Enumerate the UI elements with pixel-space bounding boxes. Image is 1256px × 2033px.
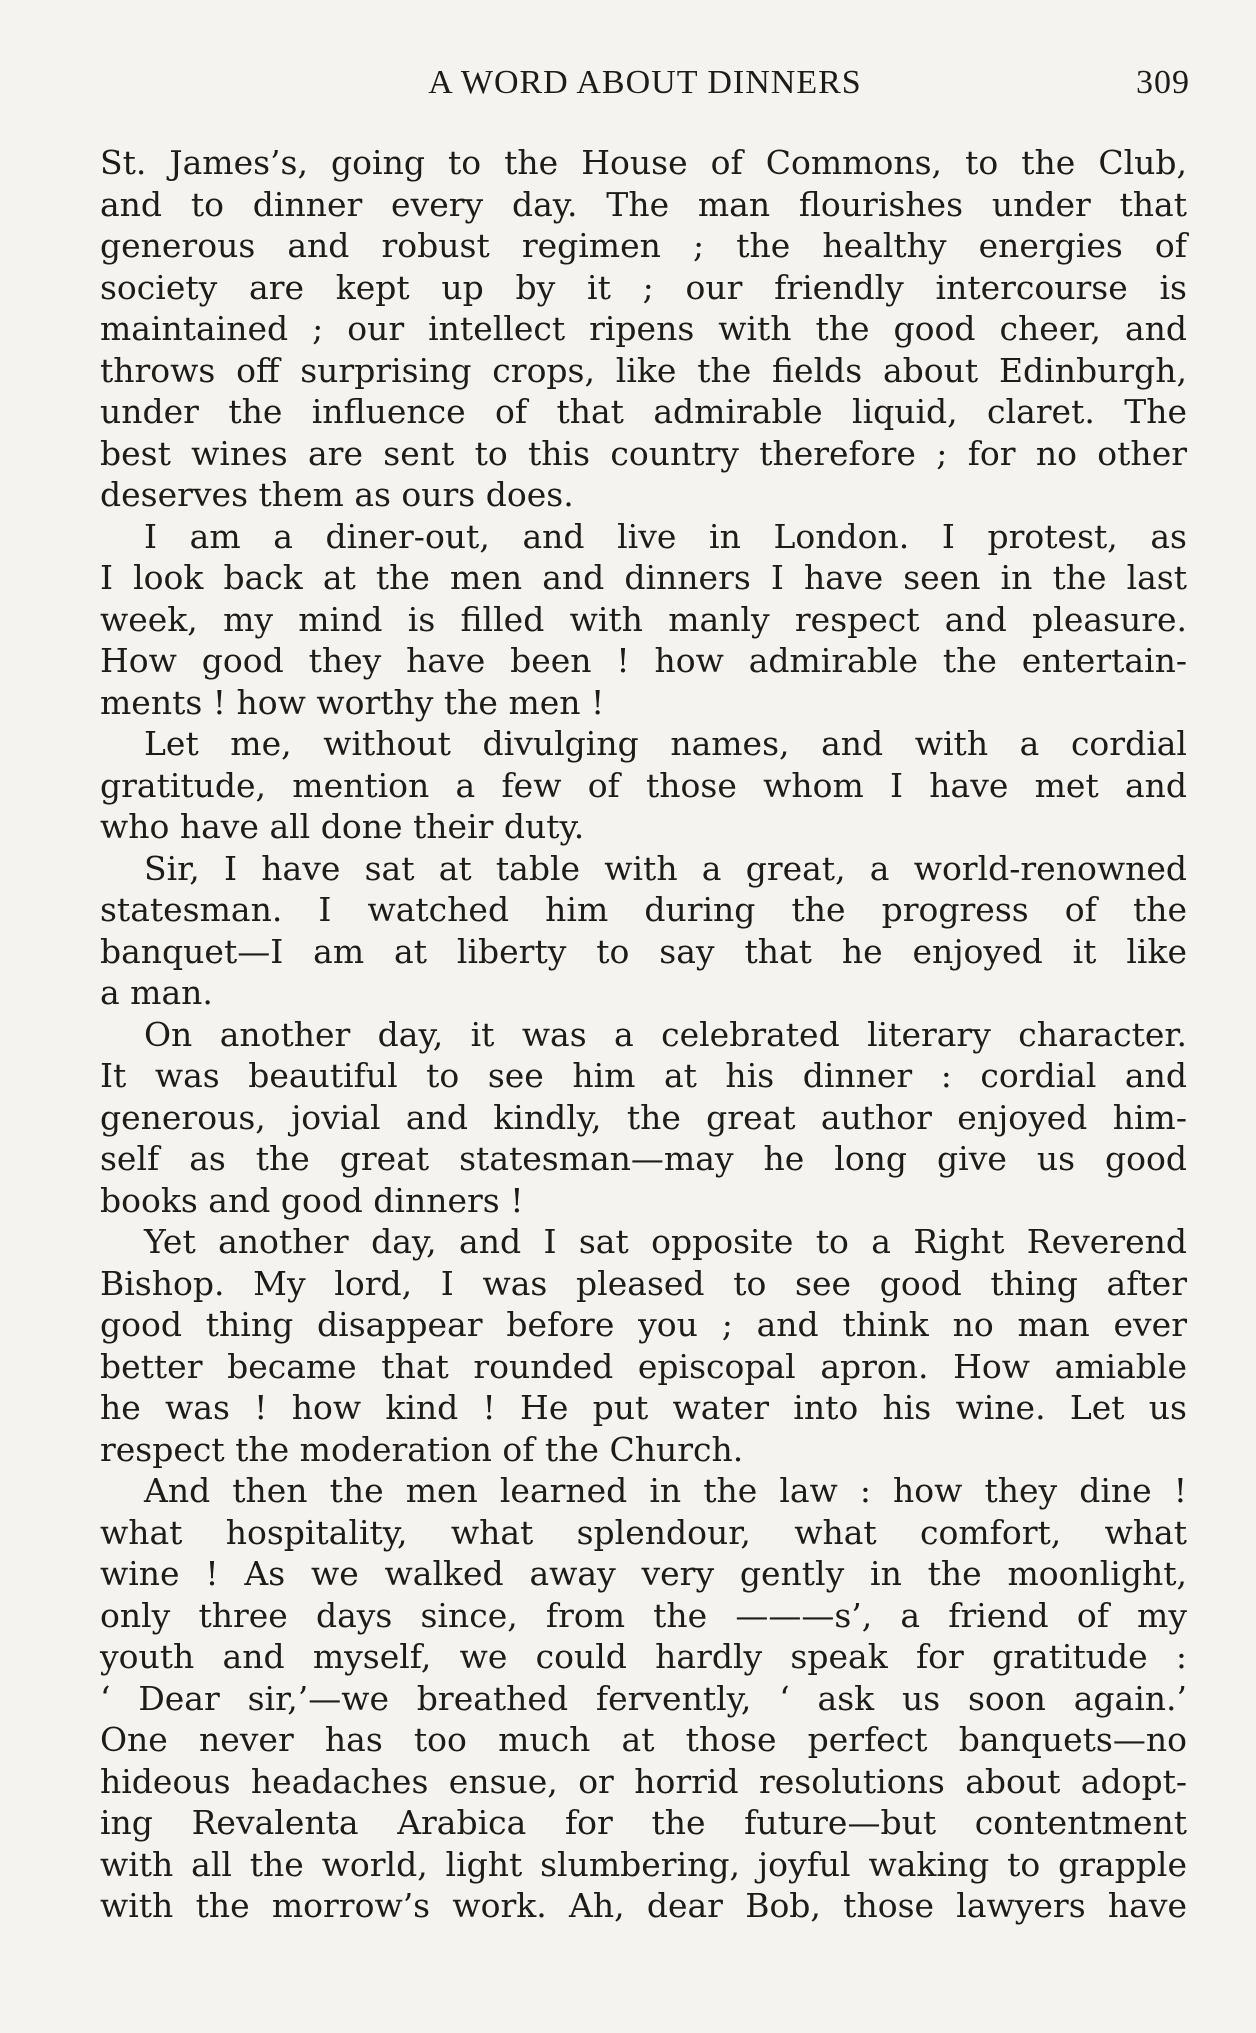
text-line: society are kept up by it ; our friendly intercourse is <box>100 267 1187 307</box>
text-line: maintained ; our intellect ripens with the good cheer, and <box>100 309 1187 348</box>
text-line: St. James’s, going to the House of Commons, to the Club, <box>100 143 1187 182</box>
text-line: he was ! how kind ! He put water into his wine. Let us <box>100 1388 1187 1427</box>
text-line: respect the moderation of the Church. <box>100 1429 744 1469</box>
text-line: and to dinner every day. The man flourishes under that <box>100 184 1187 224</box>
text-line: On another day, it was a celebrated literary character. <box>144 1014 1187 1054</box>
text-line: throws off surprising crops, like the fields about Edinburgh, <box>100 350 1187 390</box>
text-line: only three days since, from the ———s’, a friend of my <box>100 1595 1187 1635</box>
text-line: hideous headaches ensue, or horrid resolutions about adopt- <box>100 1761 1187 1801</box>
text-line: deserves them as ours does. <box>100 475 574 514</box>
text-line: I look back at the men and dinners I have seen in the last <box>100 558 1187 597</box>
text-line: with all the world, light slumbering, joyful waking to grapple <box>100 1844 1187 1884</box>
text-line: ments ! how worthy the men ! <box>100 682 605 722</box>
text-line: what hospitality, what splendour, what comfort, what <box>100 1512 1187 1552</box>
text-line: generous and robust regimen ; the healthy energies of <box>100 226 1187 265</box>
text-line: It was beautiful to see him at his dinner : cordial and <box>100 1056 1187 1095</box>
running-title: A WORD ABOUT DINNERS <box>428 64 862 101</box>
text-line: And then the men learned in the law : how they dine ! <box>144 1471 1187 1510</box>
text-line: better became that rounded episcopal apron. How amiable <box>100 1346 1187 1386</box>
page-number: 309 <box>1136 64 1190 101</box>
text-line: good thing disappear before you ; and think no man ever <box>100 1305 1187 1344</box>
text-line: ing Revalenta Arabica for the future—but contentment <box>100 1803 1187 1842</box>
text-line: Sir, I have sat at table with a great, a world-renowned <box>144 848 1187 888</box>
text-line: self as the great statesman—may he long give us good <box>100 1139 1187 1178</box>
text-line: youth and myself, we could hardly speak for gratitude : <box>100 1637 1187 1676</box>
text-line: statesman. I watched him during the progress of the <box>100 890 1187 929</box>
body-text <box>100 142 1187 1927</box>
text-line: who have all done their duty. <box>100 807 585 846</box>
text-line: Yet another day, and I sat opposite to a Right Reverend <box>144 1222 1187 1261</box>
text-line: week, my mind is filled with manly respect and pleasure. <box>100 599 1187 639</box>
text-line: Bishop. My lord, I was pleased to see good thing after <box>100 1263 1187 1303</box>
text-line: Let me, without divulging names, and with a cordial <box>144 724 1187 763</box>
text-line: under the influence of that admirable liquid, claret. The <box>100 392 1187 431</box>
text-line: gratitude, mention a few of those whom I have met and <box>100 765 1187 805</box>
text-line: with the morrow’s work. Ah, dear Bob, those lawyers have <box>100 1886 1187 1925</box>
text-line: best wines are sent to this country therefore ; for no other <box>100 433 1187 473</box>
text-line: ‘ Dear sir,’—we breathed fervently, ‘ ask us soon again.’ <box>100 1678 1187 1718</box>
text-line: One never has too much at those perfect banquets—no <box>100 1720 1187 1759</box>
text-line: How good they have been ! how admirable the entertain- <box>100 641 1187 680</box>
text-line: banquet—I am at liberty to say that he enjoyed it like <box>100 931 1187 971</box>
running-head <box>100 64 1190 108</box>
text-line: a man. <box>100 973 213 1012</box>
text-line: wine ! As we walked away very gently in the moonlight, <box>100 1554 1187 1593</box>
text-line: I am a diner-out, and live in London. I protest, as <box>144 516 1187 556</box>
text-line: books and good dinners ! <box>100 1180 524 1220</box>
text-line: generous, jovial and kindly, the great author enjoyed him- <box>100 1097 1187 1137</box>
